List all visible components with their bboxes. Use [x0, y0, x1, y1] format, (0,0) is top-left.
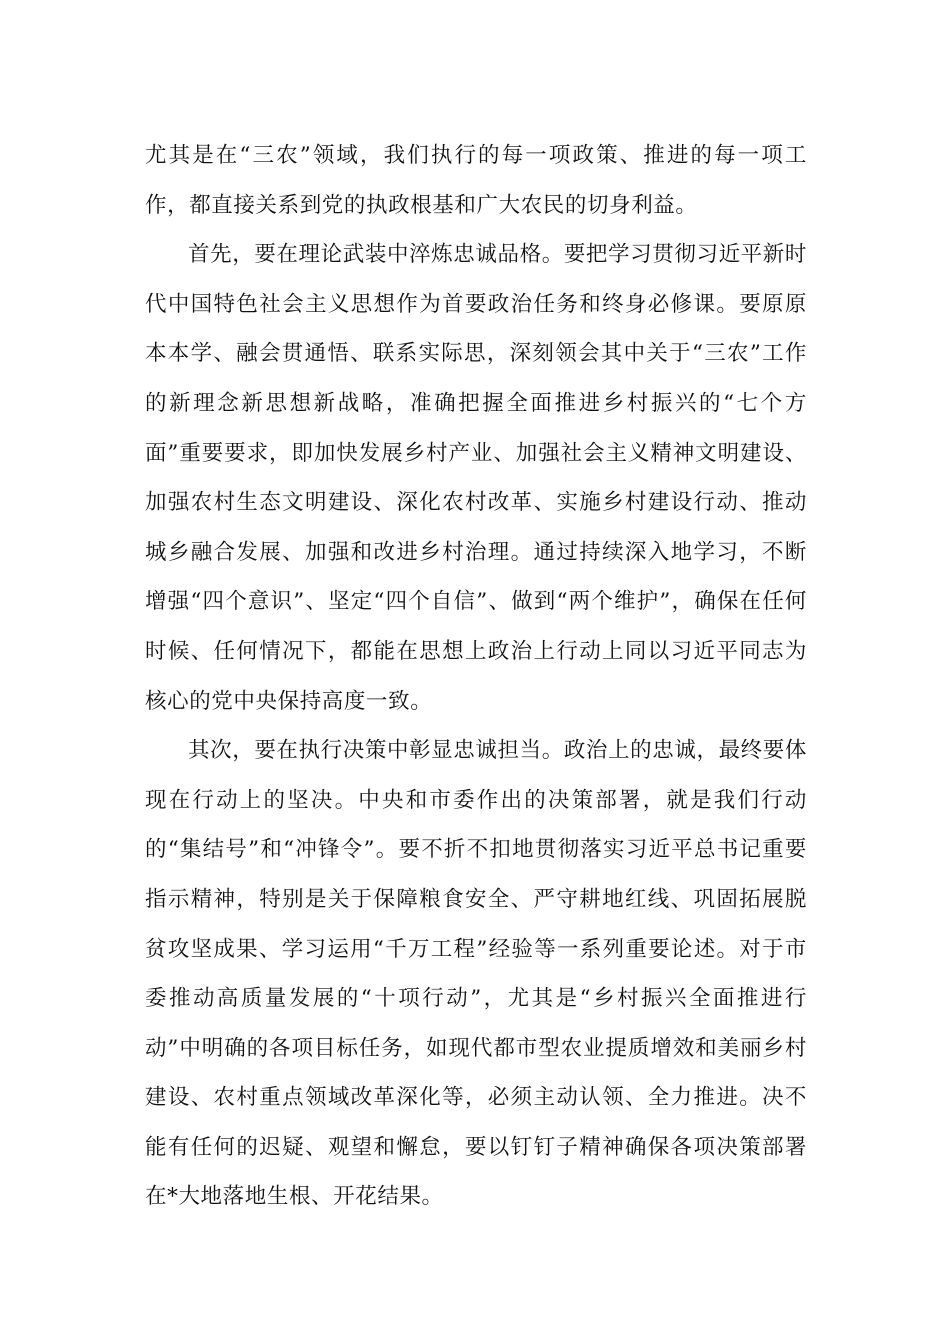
paragraph-continuation: 尤其是在“三农”领域，我们执行的每一项政策、推进的每一项工作，都直接关系到党的执政根基和广大农民的切身利益。 — [145, 143, 807, 218]
paragraph-theory: 首先，要在理论武装中淬炼忠诚品格。要把学习贯彻习近平新时代中国特色社会主义思想作为首要政治任务和终身必修课。要原原本本学、融会贯通悟、联系实际思，深刻领会其中关于“三农”工作的新理念新思想新战略，准确把握全面推进乡村振兴的“七个方面”重要要求，即加快发展乡村产业、加强社会主义精神文明建设、加强农村生态文明建设、深化农村改革、实施乡村建设行动、推动城乡融合发展、加强和改进乡村治理。通过持续深入地学习，不断增强“四个意识”、坚定“四个自信”、做到“两个维护”，确保在任何时候、任何情况下，都能在思想上政治上行动上同以习近平同志为核心的党中央保持高度一致。 — [145, 242, 807, 714]
paragraph-execution: 其次，要在执行决策中彰显忠诚担当。政治上的忠诚，最终要体现在行动上的坚决。中央和市委作出的决策部署，就是我们行动的“集结号”和“冲锋令”。要不折不扣地贯彻落实习近平总书记重要指示精神，特别是关于保障粮食安全、严守耕地红线、巩固拓展脱贫攻坚成果、学习运用“千万工程”经验等一系列重要论述。对于市委推动高质量发展的“十项行动”，尤其是“乡村振兴全面推进行动”中明确的各项目标任务，如现代都市型农业提质增效和美丽乡村建设、农村重点领域改革深化等，必须主动认领、全力推进。决不能有任何的迟疑、观望和懈怠，要以钉钉子精神确保各项决策部署在*大地落地生根、开花结果。 — [145, 738, 807, 1210]
document-body — [145, 131, 807, 1222]
